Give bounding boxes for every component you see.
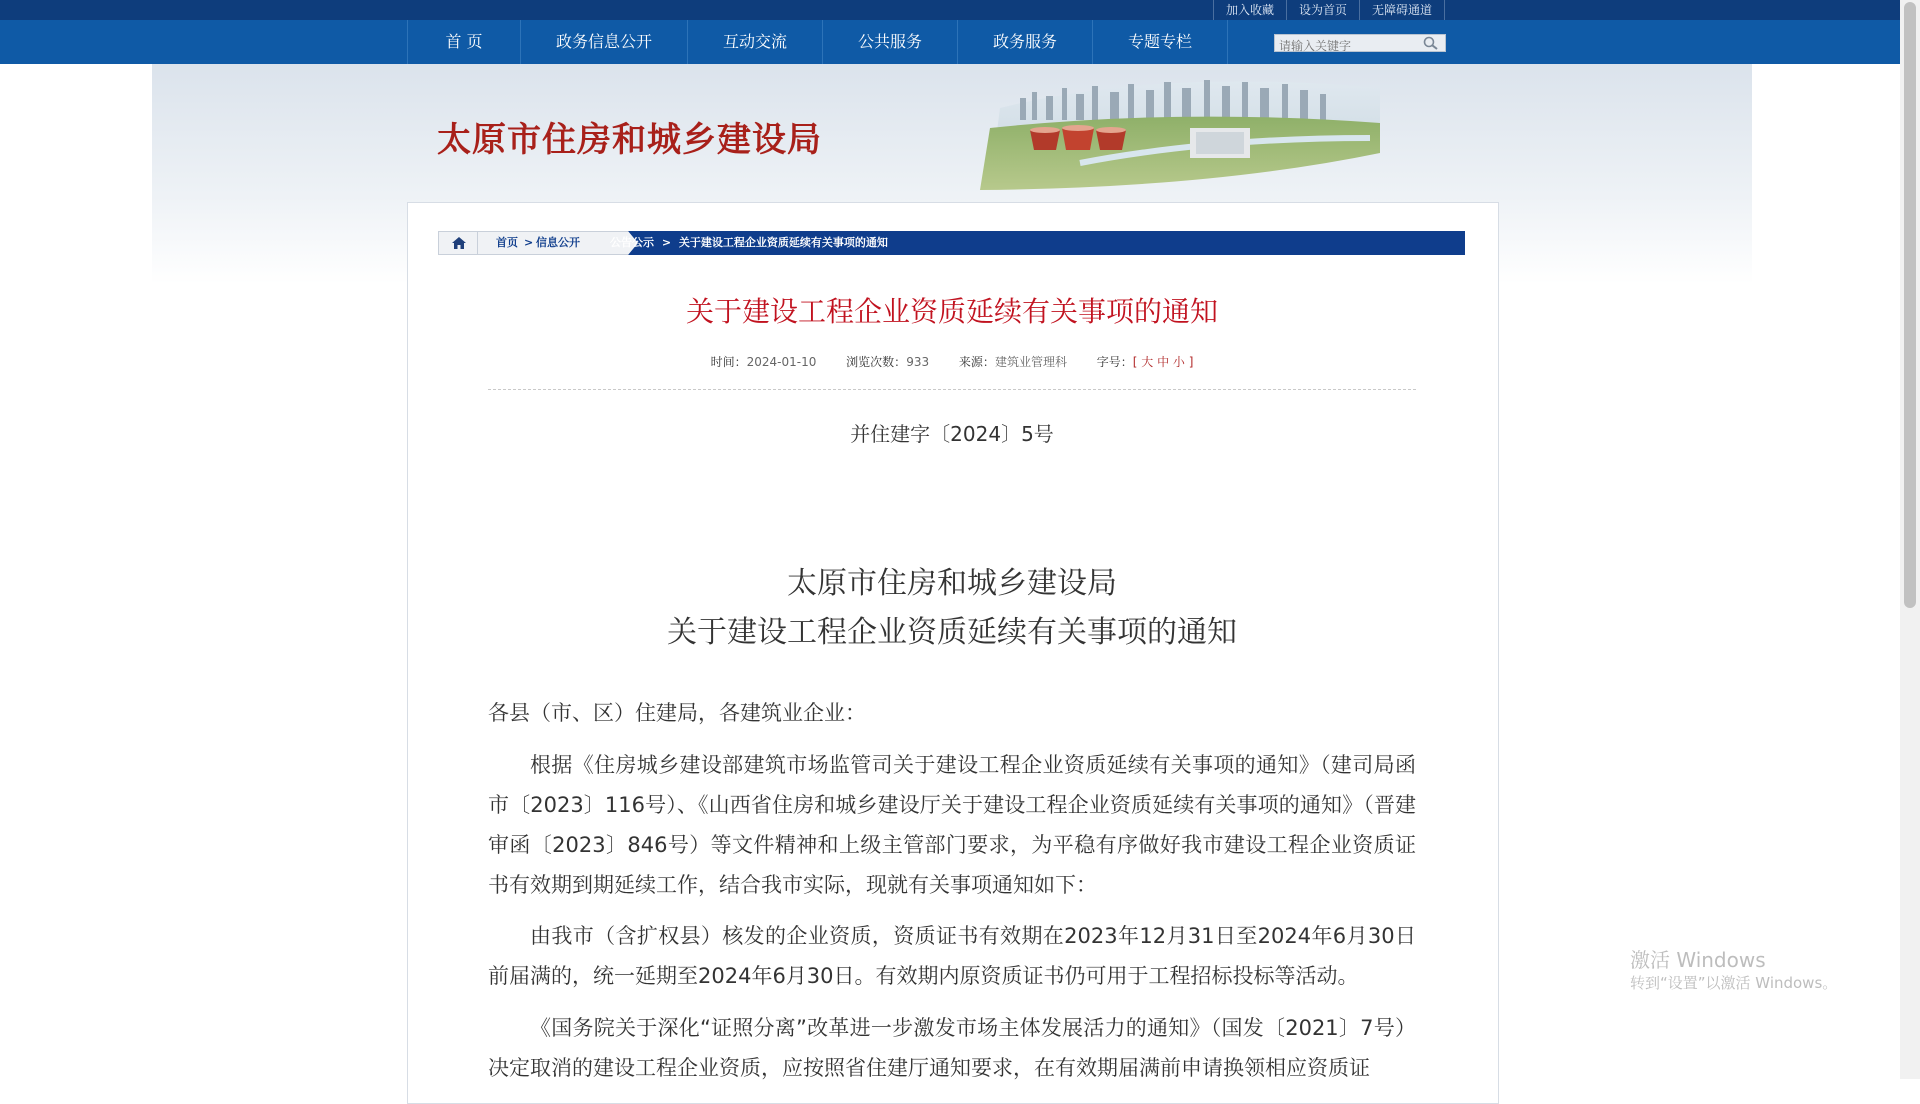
search-input[interactable]: [1275, 38, 1423, 54]
nav-item-special-topics[interactable]: 专题专栏: [1092, 20, 1228, 64]
breadcrumb-notice-link[interactable]: 公告公示: [610, 236, 654, 249]
nav-item-home[interactable]: 首 页: [407, 20, 520, 64]
breadcrumb: [438, 231, 1465, 255]
breadcrumb-light-section: [478, 231, 628, 255]
windows-activation-hint: 转到“设置”以激活 Windows。: [1630, 974, 1838, 992]
article-paragraph-1: 根据《住房城乡建设部建筑市场监管司关于建设工程企业资质延续有关事项的通知》（建司局函市〔2023〕116号）、《山西省住房和城乡建设厅关于建设工程企业资质延续有关事项的通知》（晋建审函〔2023〕846号）等文件精神和上级主管部门要求，为平稳有序做好我市建设工程企业资质证书有效期到期延续工作，结合我市实际，现就有关事项通知如下：: [488, 753, 1416, 897]
windows-activation-title: 激活 Windows: [1630, 948, 1766, 972]
site-title: 太原市住房和城乡建设局: [437, 120, 822, 160]
article-paragraph-2: 由我市（含扩权县）核发的企业资质，资质证书有效期在2023年12月31日至2024年6月30日前届满的，统一延期至2024年6月30日。有效期内原资质证书仍可用于工程招标投标等活动。: [488, 924, 1416, 988]
utility-links: [1213, 0, 1445, 20]
salutation: 各县（市、区）住建局，各建筑业企业：: [488, 701, 866, 725]
breadcrumb-info-link[interactable]: 信息公开: [536, 236, 580, 249]
view-count: 933: [906, 355, 930, 369]
breadcrumb-home-link[interactable]: 首页: [496, 236, 518, 249]
views-label: 浏览次数：: [846, 355, 907, 369]
scrollbar-thumb[interactable]: [1904, 2, 1916, 608]
article-title: 关于建设工程企业资质延续有关事项的通知: [685, 295, 1218, 328]
page-scrollbar[interactable]: [1900, 0, 1920, 1079]
main-navbar: [0, 20, 1900, 64]
article-paragraph-3: 《国务院关于深化“证照分离”改革进一步激发市场主体发展活力的通知》（国发〔2021〕7号）决定取消的建设工程企业资质，应按照省住建厅通知要求，在有效期届满前申请换领相应资质证: [488, 1016, 1416, 1080]
set-homepage-link[interactable]: 设为首页: [1286, 0, 1359, 20]
home-icon: [452, 237, 466, 249]
breadcrumb-separator: >: [524, 236, 534, 249]
search-box: [1274, 34, 1446, 52]
fontsize-label: 字号：: [1096, 355, 1133, 369]
search-icon[interactable]: [1423, 36, 1439, 50]
breadcrumb-separator: >: [661, 236, 672, 249]
time-label: 时间：: [710, 355, 747, 369]
nav-item-public-service[interactable]: 公共服务: [822, 20, 957, 64]
city-skyline-image: [960, 68, 1390, 196]
source-value: 建筑业管理科: [994, 355, 1067, 369]
breadcrumb-current-page[interactable]: 关于建设工程企业资质延续有关事项的通知: [678, 236, 888, 249]
publish-time: 2024-01-10: [746, 355, 817, 369]
breadcrumb-dark-section: [610, 231, 888, 255]
document-heading-subject: 关于建设工程企业资质延续有关事项的通知: [667, 615, 1237, 650]
nav-item-interaction[interactable]: 互动交流: [687, 20, 822, 64]
meta-divider: [488, 389, 1416, 390]
nav-menu: [407, 20, 1228, 64]
breadcrumb-home[interactable]: [438, 231, 478, 255]
top-utility-bar: [0, 0, 1900, 20]
source-label: 来源：: [958, 355, 995, 369]
document-number: 并住建字〔2024〕5号: [850, 422, 1054, 446]
nav-item-gov-info[interactable]: 政务信息公开: [520, 20, 687, 64]
add-favorite-link[interactable]: 加入收藏: [1213, 0, 1286, 20]
fontsize-options[interactable]: [ 大 中 小 ]: [1132, 355, 1194, 369]
document-heading-issuer: 太原市住房和城乡建设局: [787, 566, 1117, 601]
nav-item-gov-service[interactable]: 政务服务: [957, 20, 1092, 64]
article-meta: [407, 353, 1497, 370]
accessibility-link[interactable]: 无障碍通道: [1359, 0, 1445, 20]
